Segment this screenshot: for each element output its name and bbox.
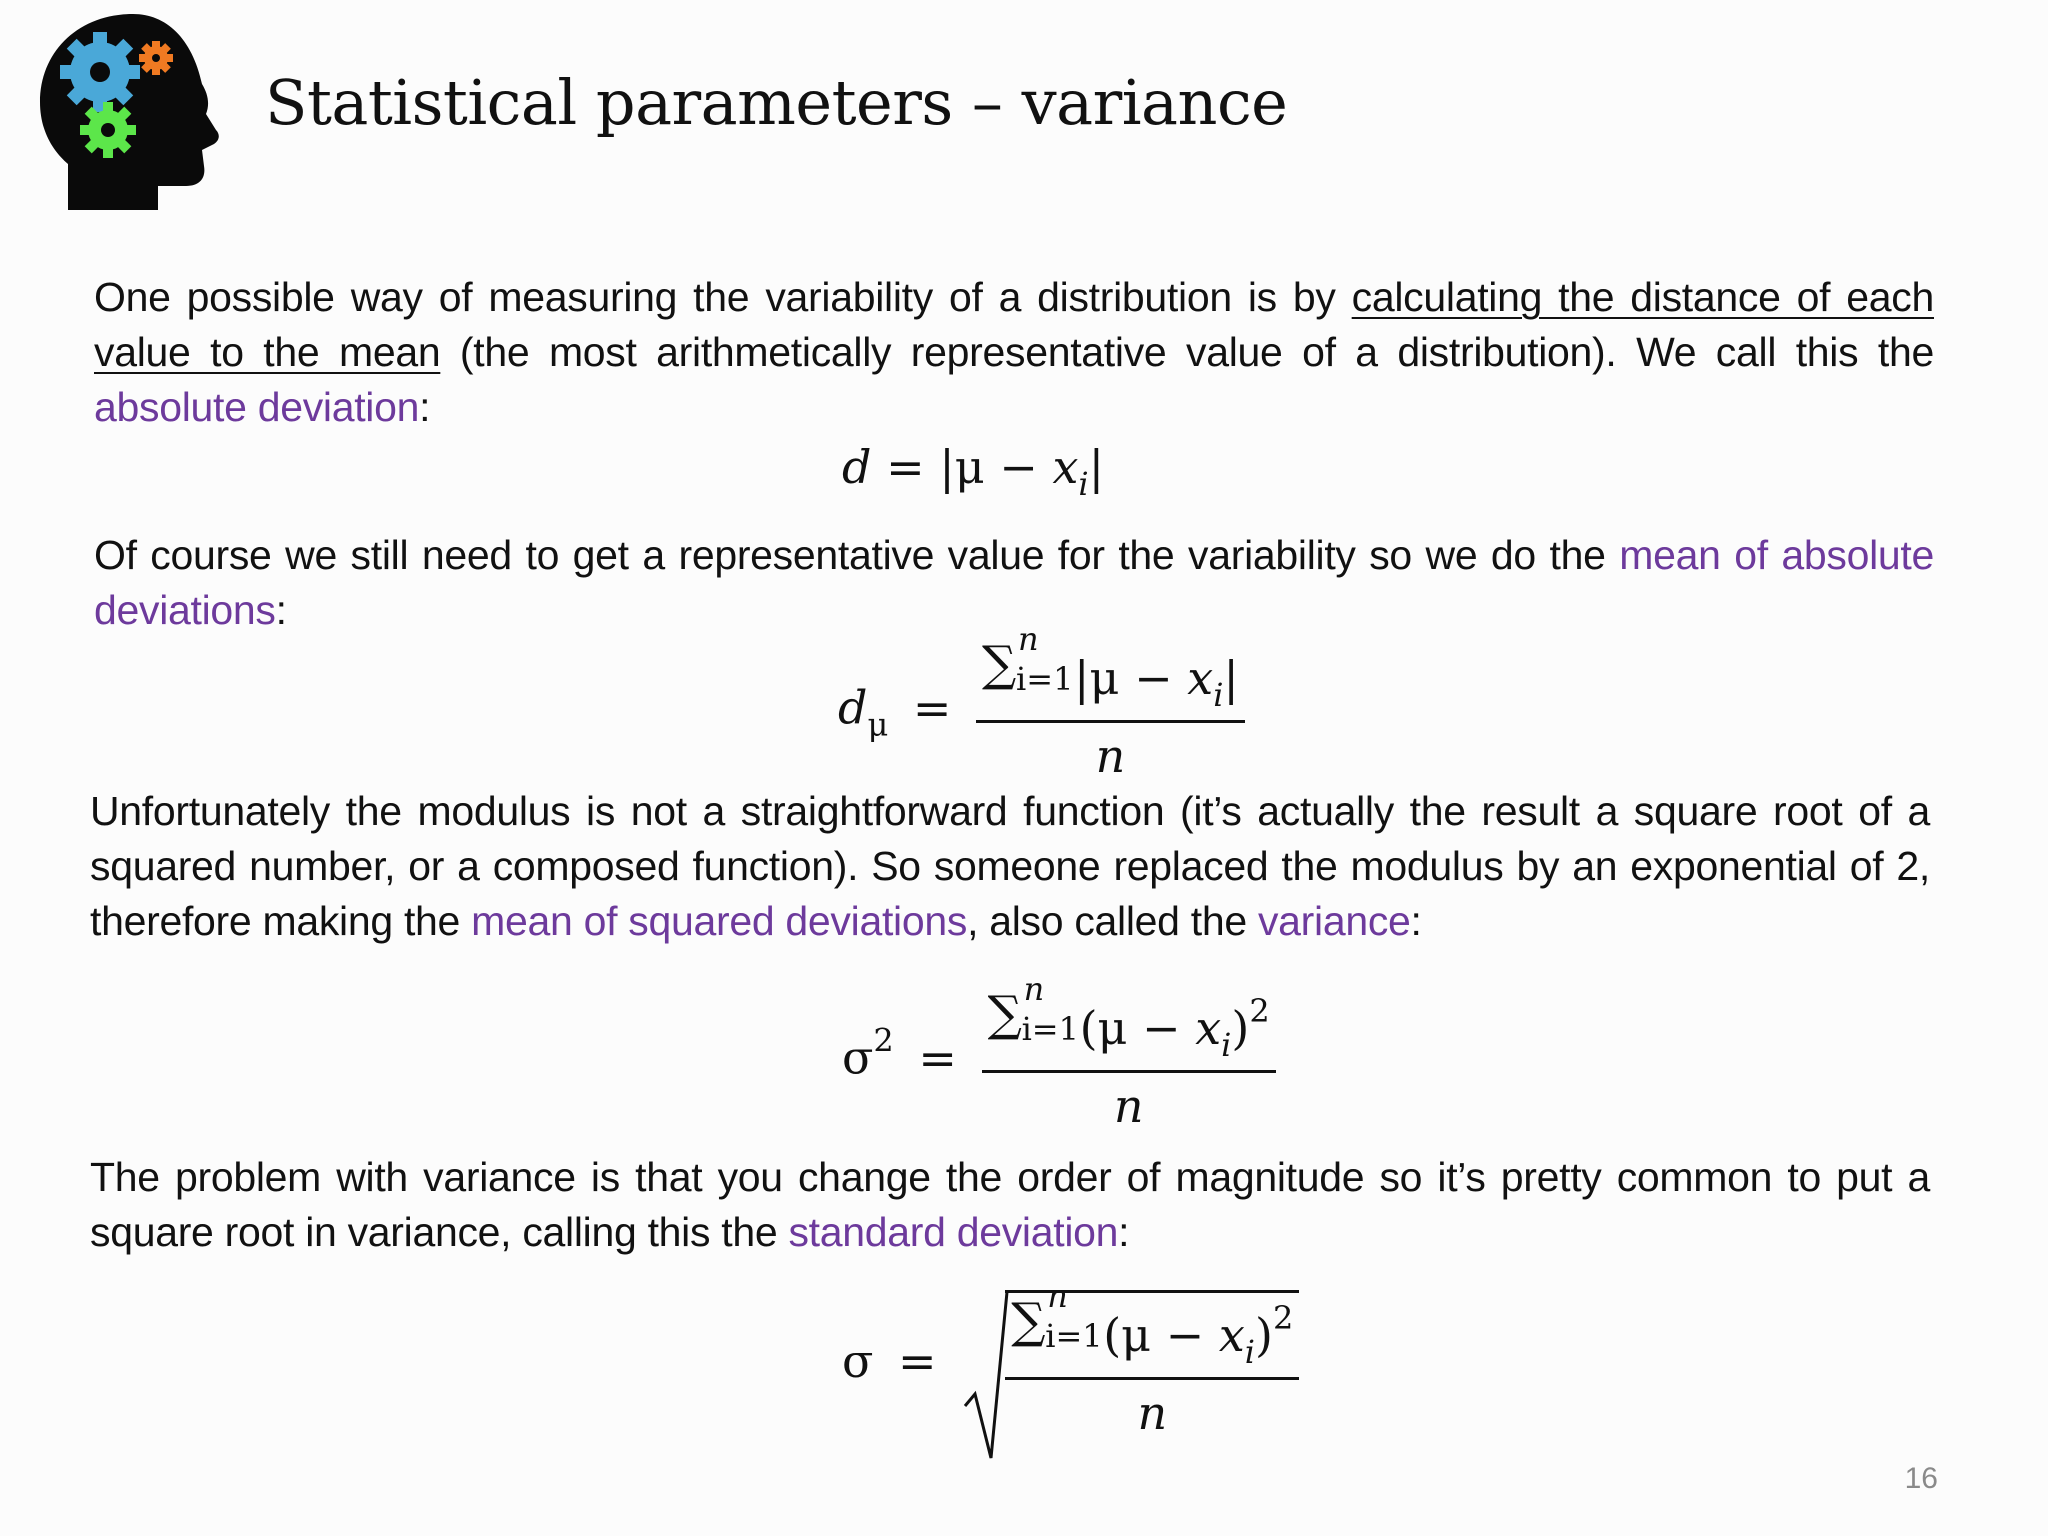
- equation-standard-deviation: [842, 1277, 1299, 1440]
- slide-title: Statistical parameters – variance: [265, 66, 1288, 139]
- paragraph-absolute-deviation: [94, 270, 1934, 435]
- sum-operator: [1011, 1277, 1103, 1357]
- math-var: d: [842, 440, 872, 494]
- equation-mean-absolute-deviation: [838, 620, 1245, 783]
- paragraph-mean-absolute-deviation: [94, 528, 1934, 638]
- text: :: [1118, 1209, 1130, 1255]
- text: (the most arithmetically representative value of a distribution). We call this the: [440, 329, 1934, 375]
- math-text: (μ −: [1079, 1001, 1196, 1055]
- highlight-term: mean of absolute deviations: [94, 532, 1934, 633]
- math-text: (μ −: [1103, 1308, 1219, 1362]
- fraction: [1005, 1277, 1299, 1440]
- sum-lower: i=1: [1045, 1317, 1103, 1355]
- denominator: n: [1113, 1079, 1144, 1133]
- text: Unfortunately the modulus is not a straightforward function (it’s actually the result a square root of a squared number, or a composed function). So someone replaced the modulus by an exponential of 2, therefore making the: [90, 788, 1930, 944]
- equation-variance: [842, 970, 1276, 1133]
- denominator: n: [1137, 1386, 1168, 1440]
- math-subscript: i: [1221, 1026, 1232, 1064]
- math-var: μ: [954, 440, 985, 494]
- math-subscript: i: [1213, 676, 1224, 714]
- gear-green-icon: [80, 102, 136, 158]
- math-op: |: [1088, 440, 1105, 494]
- math-subscript: i: [1078, 465, 1089, 503]
- fraction: [982, 970, 1276, 1133]
- sum-operator: [982, 620, 1074, 700]
- math-var: σ: [842, 1030, 874, 1085]
- math-subscript: μ: [867, 705, 889, 744]
- math-var: x: [1218, 1308, 1245, 1362]
- math-subscript: i: [1244, 1333, 1256, 1371]
- highlight-term: standard deviation: [788, 1209, 1119, 1255]
- paragraph-standard-deviation: [90, 1150, 1930, 1260]
- sum-operator: [987, 970, 1080, 1050]
- sum-upper: n: [1018, 620, 1039, 658]
- text: :: [419, 384, 431, 430]
- math-var: x: [1052, 440, 1079, 494]
- math-text: |μ −: [1074, 651, 1188, 705]
- math-var: d: [838, 680, 868, 735]
- sigma: ∑: [982, 636, 1017, 692]
- math-op: ): [1255, 1308, 1273, 1362]
- highlight-term: mean of squared deviations: [471, 898, 968, 944]
- math-var: σ: [842, 1334, 874, 1388]
- sigma: ∑: [987, 986, 1022, 1042]
- math-var: x: [1187, 651, 1214, 705]
- numerator: [1005, 1277, 1299, 1380]
- underlined-text: calculating the distance of each value to the mean: [94, 274, 1934, 375]
- sum-lower: i=1: [1021, 1010, 1079, 1048]
- math-op: −: [999, 440, 1038, 494]
- text: , also called the: [967, 898, 1258, 944]
- math-op: |: [1223, 651, 1239, 705]
- math-op: =: [912, 680, 952, 735]
- math-op: |: [939, 440, 955, 494]
- math-superscript: 2: [1249, 992, 1270, 1030]
- math-op: ): [1231, 1001, 1250, 1055]
- sum-lower: i=1: [1016, 660, 1074, 698]
- math-superscript: 2: [873, 1021, 894, 1060]
- text: One possible way of measuring the variability of a distribution is by: [94, 274, 1352, 320]
- highlight-term: variance: [1257, 898, 1411, 944]
- equation-absolute-deviation: [842, 440, 1104, 503]
- numerator: [976, 620, 1245, 723]
- sum-upper: n: [1023, 970, 1045, 1008]
- text: The problem with variance is that you change the order of magnitude so it’s pretty common to put a square root in variance, calling this the: [90, 1154, 1930, 1255]
- math-op: =: [886, 440, 925, 494]
- math-op: =: [898, 1334, 937, 1388]
- paragraph-variance: [90, 784, 1930, 949]
- square-root: [961, 1277, 1299, 1440]
- fraction: [976, 620, 1245, 783]
- numerator: [982, 970, 1276, 1073]
- math-superscript: 2: [1272, 1299, 1294, 1337]
- sum-upper: n: [1047, 1277, 1068, 1315]
- sigma: ∑: [1011, 1293, 1046, 1349]
- text: :: [275, 587, 287, 633]
- radical-sign-icon: [961, 1286, 1009, 1466]
- gear-orange-icon: [139, 41, 173, 75]
- gear-blue-icon: [60, 32, 140, 112]
- denominator: n: [1095, 729, 1126, 783]
- radicand: [1005, 1277, 1299, 1440]
- math-op: =: [918, 1030, 957, 1085]
- math-var: x: [1195, 1001, 1222, 1055]
- page-number: 16: [1904, 1462, 1938, 1495]
- highlight-term: absolute deviation: [94, 384, 420, 430]
- text: Of course we still need to get a representative value for the variability so we do the: [94, 532, 1620, 578]
- text: :: [1410, 898, 1422, 944]
- head-with-gears-icon: [38, 10, 228, 210]
